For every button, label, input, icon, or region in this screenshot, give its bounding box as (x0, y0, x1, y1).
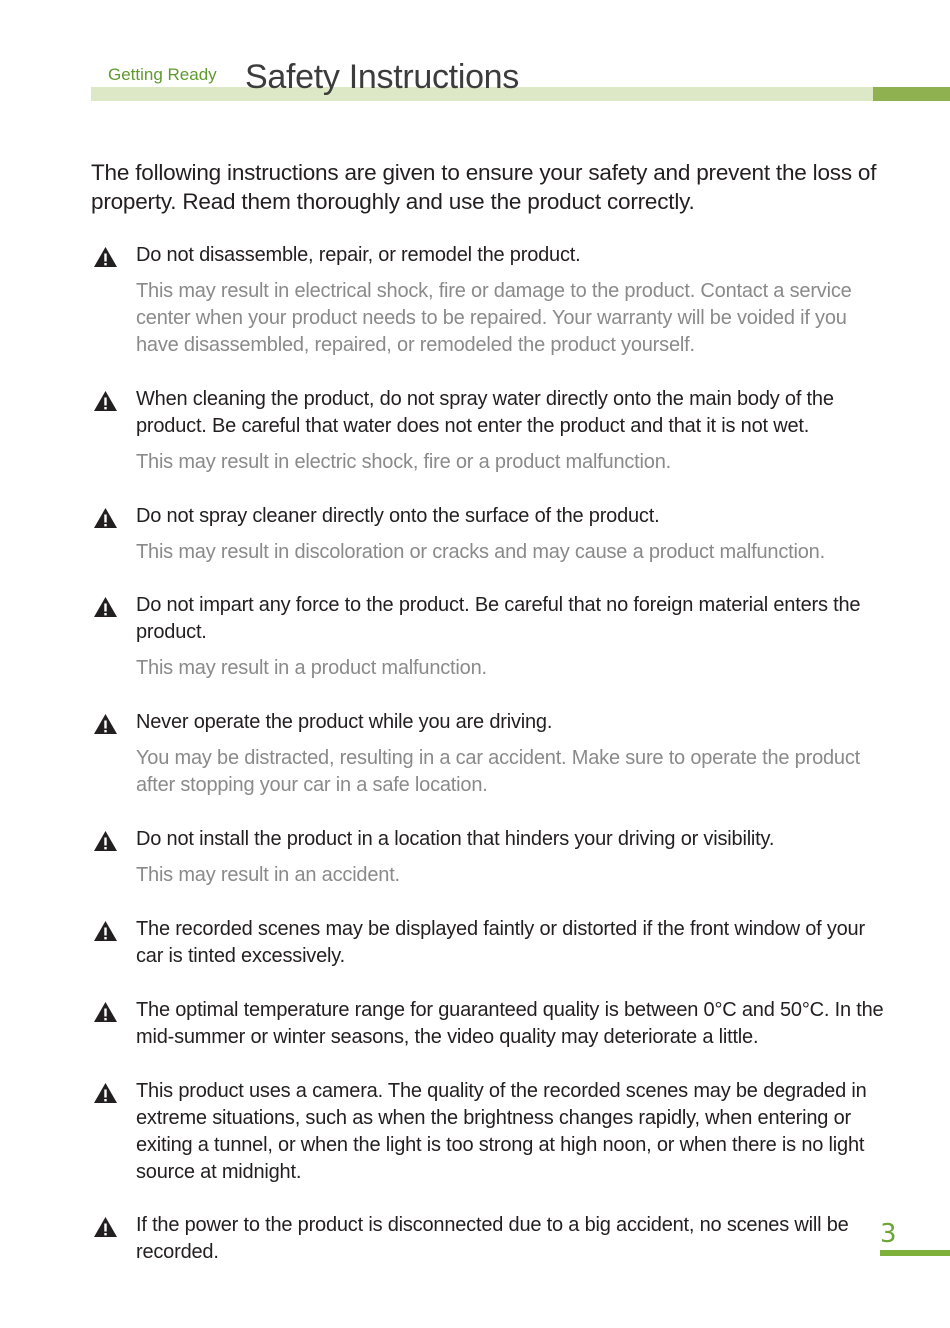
warning-icon (93, 713, 118, 735)
safety-item (91, 242, 891, 359)
item-title: The optimal temperature range for guaranteed quality is between 0°C and 50°C. In the mid-summer or winter seasons, the video quality may deteriorate a little. (136, 999, 884, 1048)
warning-icon (93, 1001, 118, 1023)
item-title: This product uses a camera. The quality of the recorded scenes may be degraded in extreme situations, such as when the brightness changes rapidly, when entering or exiting a tunnel, or when the light is too strong at high noon, or when there is no light source at midnight. (136, 1080, 867, 1183)
item-description: This may result in electric shock, fire or a product malfunction. (136, 451, 671, 473)
item-title: The recorded scenes may be displayed faintly or distorted if the front window of your car is tinted excessively. (136, 918, 865, 967)
item-title: If the power to the product is disconnected due to a big accident, no scenes will be recorded. (136, 1214, 849, 1263)
safety-item (91, 826, 891, 889)
item-title: Do not impart any force to the product. Be careful that no foreign material enters the product. (136, 594, 861, 643)
safety-item (91, 386, 891, 476)
item-description: This may result in electrical shock, fire or damage to the product. Contact a service center when your product needs to be repaired. Your warranty will be voided if you have disassembled, repaired, or remodeled the product yourself. (136, 280, 852, 356)
item-title: When cleaning the product, do not spray water directly onto the main body of the product. Be careful that water does not enter the product and that it is not wet. (136, 388, 834, 437)
warning-icon (93, 246, 118, 268)
warning-icon (93, 1216, 118, 1238)
safety-item (91, 916, 891, 970)
warning-icon (93, 507, 118, 529)
safety-item (91, 503, 891, 566)
header-accent-bar (873, 87, 950, 101)
warning-icon (93, 830, 118, 852)
intro-paragraph: The following instructions are given to ensure your safety and prevent the loss of property. Read them thoroughly and use the product correctly. (91, 160, 877, 214)
item-description: This may result in an accident. (136, 864, 400, 886)
safety-item (91, 997, 891, 1051)
page-number-rule (880, 1250, 950, 1256)
item-description: This may result in discoloration or cracks and may cause a product malfunction. (136, 541, 825, 563)
item-title: Do not disassemble, repair, or remodel the product. (136, 244, 581, 266)
warning-icon (93, 920, 118, 942)
section-label: Getting Ready (108, 65, 217, 84)
safety-item (91, 1212, 891, 1266)
page-header (0, 0, 950, 110)
warning-icon (93, 596, 118, 618)
page-title: Safety Instructions (245, 58, 519, 96)
item-title: Do not install the product in a location that hinders your driving or visibility. (136, 828, 775, 850)
page-number: 3 (880, 1219, 897, 1249)
warning-icon (93, 1082, 118, 1104)
item-description: You may be distracted, resulting in a car accident. Make sure to operate the product after stopping your car in a safe location. (136, 747, 860, 796)
safety-item (91, 709, 891, 799)
item-title: Do not spray cleaner directly onto the surface of the product. (136, 505, 660, 527)
item-description: This may result in a product malfunction. (136, 657, 487, 679)
safety-item (91, 592, 891, 682)
safety-item (91, 1078, 891, 1186)
warning-icon (93, 390, 118, 412)
item-title: Never operate the product while you are driving. (136, 711, 553, 733)
